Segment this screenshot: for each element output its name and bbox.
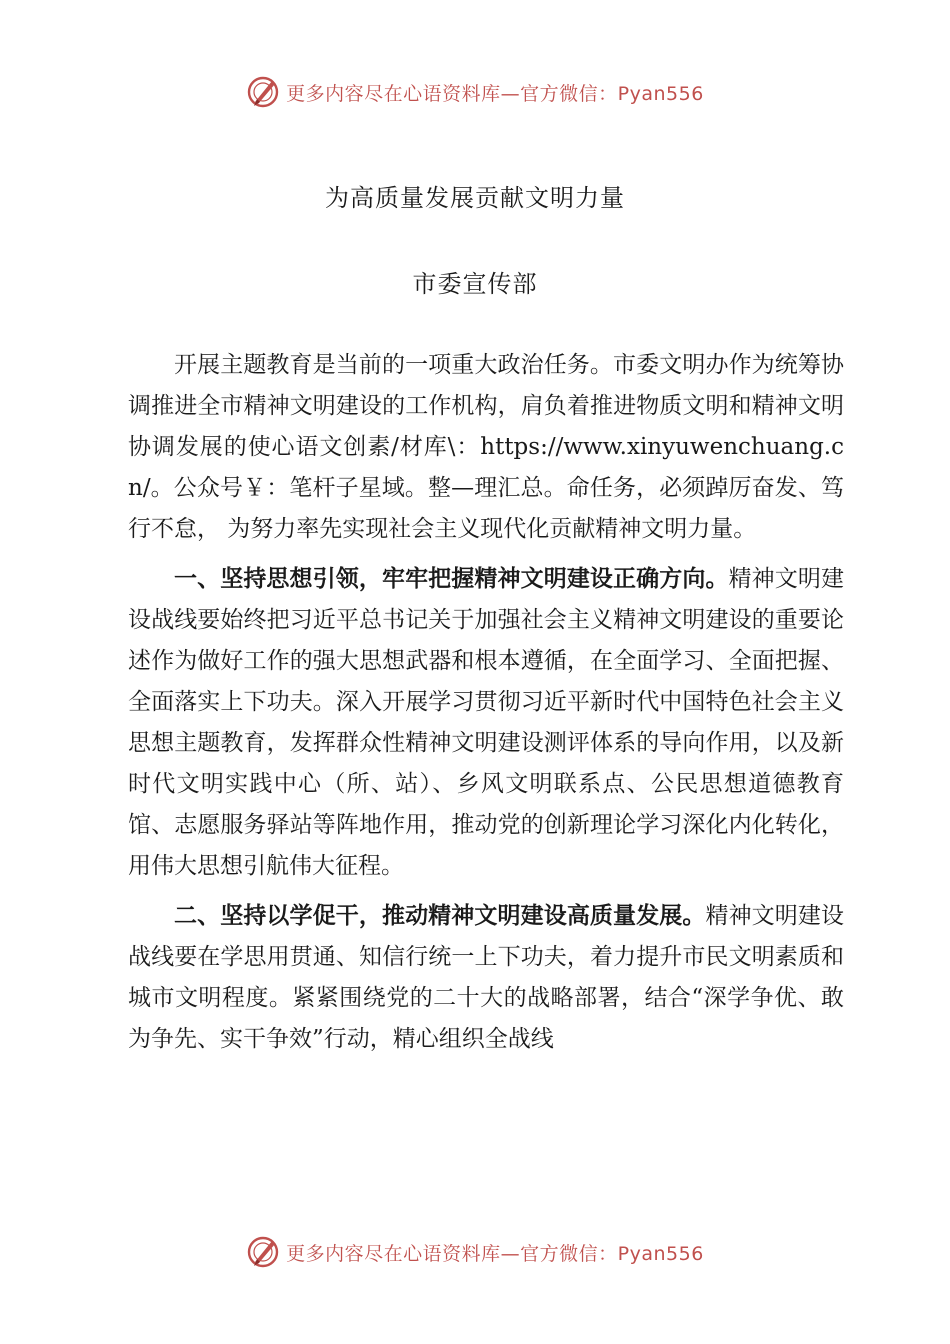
document-body bbox=[128, 345, 844, 1069]
document-title: 为高质量发展贡献文明力量 bbox=[325, 184, 625, 212]
quill-pen-icon bbox=[246, 1235, 280, 1269]
paragraph bbox=[128, 896, 844, 1060]
paragraph bbox=[128, 559, 844, 887]
document-author: 市委宣传部 bbox=[412, 270, 538, 298]
paragraph bbox=[128, 345, 844, 550]
paragraph-heading: 二、坚持以学促干，推动精神文明建设高质量发展。 bbox=[174, 903, 706, 929]
banner-text: 更多内容尽在心语资料库—官方微信：Pyan556 bbox=[286, 1242, 704, 1265]
paragraph-text: 精神文明建设战线要在学思用贯通、知信行统一上下功夫，着力提升市民文明素质和城市文明程度。紧紧围绕党的二十大的战略部署，结合“深学争优、敢为争先、实干争效”行动，精心组织全战线 bbox=[128, 903, 845, 1052]
quill-pen-icon bbox=[246, 75, 280, 109]
footer-banner bbox=[0, 1232, 950, 1272]
paragraph-text: 精神文明建设战线要始终把习近平总书记关于加强社会主义精神文明建设的重要论述作为做好工作的强大思想武器和根本遵循，在全面学习、全面把握、全面落实上下功夫。深入开展学习贯彻习近平新时代中国特色社会主义思想主题教育，发挥群众性精神文明建设测评体系的导向作用，以及新时代文明实践中心（所、站）、乡风文明联系点、公民思想道德教育馆、志愿服务驿站等阵地作用，推动党的创新理论学习深化内化转化，用伟大思想引航伟大征程。 bbox=[128, 566, 845, 879]
header-banner bbox=[0, 72, 950, 112]
banner-text: 更多内容尽在心语资料库—官方微信：Pyan556 bbox=[286, 82, 704, 105]
paragraph-text: 开展主题教育是当前的一项重大政治任务。市委文明办作为统筹协调推进全市精神文明建设的工作机构，肩负着推进物质文明和精神文明协调发展的使心语文创素/材库\：https://www.xinyuwenchuang.cn/。公众号￥：笔杆子星域。整—理汇总。命任务，必须踔厉奋发、笃行不怠， 为努力率先实现社会主义现代化贡献精神文明力量。 bbox=[128, 352, 844, 542]
paragraph-heading: 一、坚持思想引领，牢牢把握精神文明建设正确方向。 bbox=[174, 566, 729, 592]
